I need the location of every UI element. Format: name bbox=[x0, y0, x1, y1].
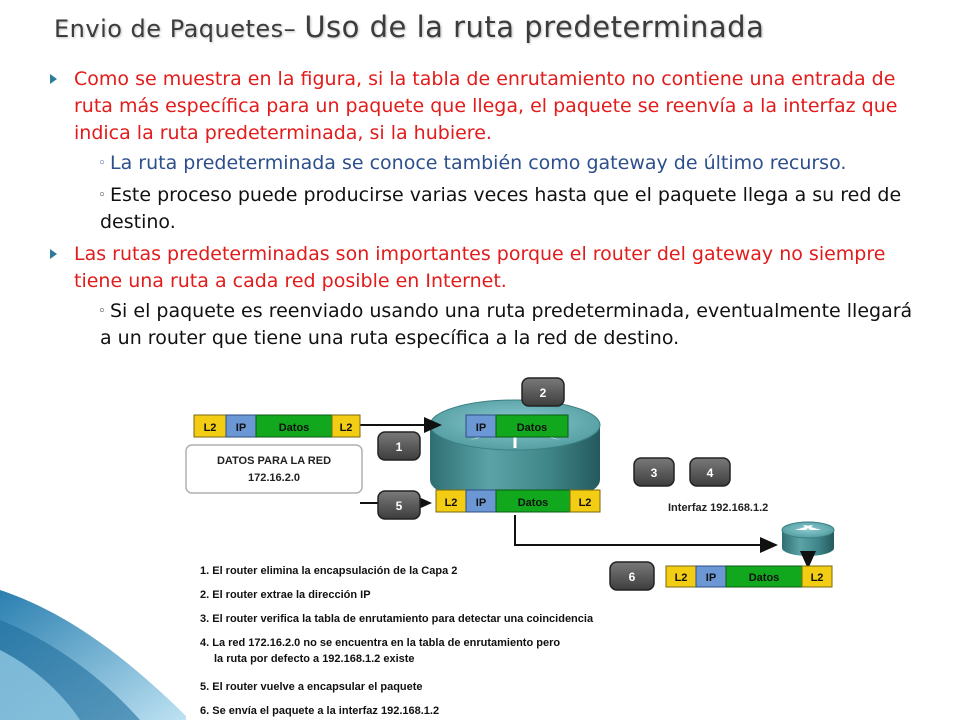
step-badge-5 bbox=[378, 491, 420, 519]
packet-ip-label: IP bbox=[705, 572, 717, 584]
step-badge-3 bbox=[634, 458, 674, 486]
step-text: 4. La red 172.16.2.0 no se encuentra en la tabla de enrutamiento pero bbox=[200, 637, 561, 649]
svg-text:2: 2 bbox=[539, 386, 547, 400]
packet-l2-label: L2 bbox=[674, 572, 688, 584]
sub-bullet-text: Si el paquete es reenviado usando una ruta predeterminada, eventualmente llegará a un router que tiene una ruta específica a la red de destino. bbox=[100, 300, 913, 349]
svg-text:1: 1 bbox=[395, 440, 403, 454]
packet-l2-label: L2 bbox=[444, 497, 458, 509]
sub-bullet-circle-icon: ◦ bbox=[98, 156, 106, 171]
data-box-line1: DATOS PARA LA RED bbox=[216, 455, 332, 467]
packet-ip-label: IP bbox=[235, 422, 247, 434]
data-box-line2: 172.16.2.0 bbox=[248, 472, 300, 484]
packet-reencapsulated bbox=[436, 490, 600, 512]
step-text: 5. El router vuelve a encapsular el paquete bbox=[200, 681, 423, 693]
svg-text:5: 5 bbox=[395, 499, 403, 513]
packet-outgoing bbox=[666, 566, 832, 587]
packet-inside-router bbox=[466, 415, 568, 437]
packet-l2-label: L2 bbox=[810, 572, 824, 584]
step-badge-2 bbox=[522, 378, 564, 406]
sub-bullet-text: Este proceso puede producirse varias veces hasta que el paquete llega a su red de destino. bbox=[100, 184, 902, 233]
small-router-icon bbox=[782, 522, 834, 556]
title-part-1: Envio de Paquetes– bbox=[54, 15, 305, 43]
packet-l2-label: L2 bbox=[339, 422, 353, 434]
packet-data-label: Datos bbox=[278, 422, 310, 434]
step-text: la ruta por defecto a 192.168.1.2 existe bbox=[214, 653, 415, 665]
step-badge-6 bbox=[610, 562, 654, 590]
title-part-2: Uso de la ruta predeterminada bbox=[304, 10, 765, 44]
sub-bullet-text: La ruta predeterminada se conoce también como gateway de último recurso. bbox=[110, 152, 847, 174]
packet-data-label: Datos bbox=[748, 572, 780, 584]
packet-l2-label: L2 bbox=[203, 422, 217, 434]
svg-text:4: 4 bbox=[706, 466, 714, 480]
sub-bullet-circle-icon: ◦ bbox=[98, 188, 106, 203]
step-text: 1. El router elimina la encapsulación de la Capa 2 bbox=[200, 565, 458, 577]
packet-l2-label: L2 bbox=[578, 497, 592, 509]
destination-data-box bbox=[186, 445, 362, 493]
bullet-text: Como se muestra en la figura, si la tabla de enrutamiento no contiene una entrada de ruta más específica para un paquete que llega, el paquete se reenvía a la interfaz que indica la ruta predeterminada, si la hubiere. bbox=[74, 68, 898, 144]
step-badge-1 bbox=[378, 432, 420, 460]
svg-text:3: 3 bbox=[650, 466, 658, 480]
svg-text:6: 6 bbox=[628, 570, 636, 584]
step-text: 6. Se envía el paquete a la interfaz 192.168.1.2 bbox=[200, 705, 440, 717]
sub-bullet-circle-icon: ◦ bbox=[98, 304, 106, 319]
step-text: 2. El router extrae la dirección IP bbox=[200, 589, 371, 601]
packet-data-label: Datos bbox=[517, 497, 549, 509]
step-text: 3. El router verifica la tabla de enrutamiento para detectar una coincidencia bbox=[200, 613, 594, 625]
interface-label: Interfaz 192.168.1.2 bbox=[668, 502, 769, 514]
packet-incoming bbox=[194, 415, 360, 437]
packet-ip-label: IP bbox=[475, 497, 487, 509]
bullet-text: Las rutas predeterminadas son importantes porque el router del gateway no siempre tiene una ruta a cada red posible en Internet. bbox=[74, 243, 886, 292]
packet-data-label: Datos bbox=[516, 422, 548, 434]
step-badge-4 bbox=[690, 458, 730, 486]
packet-ip-label: IP bbox=[475, 422, 487, 434]
